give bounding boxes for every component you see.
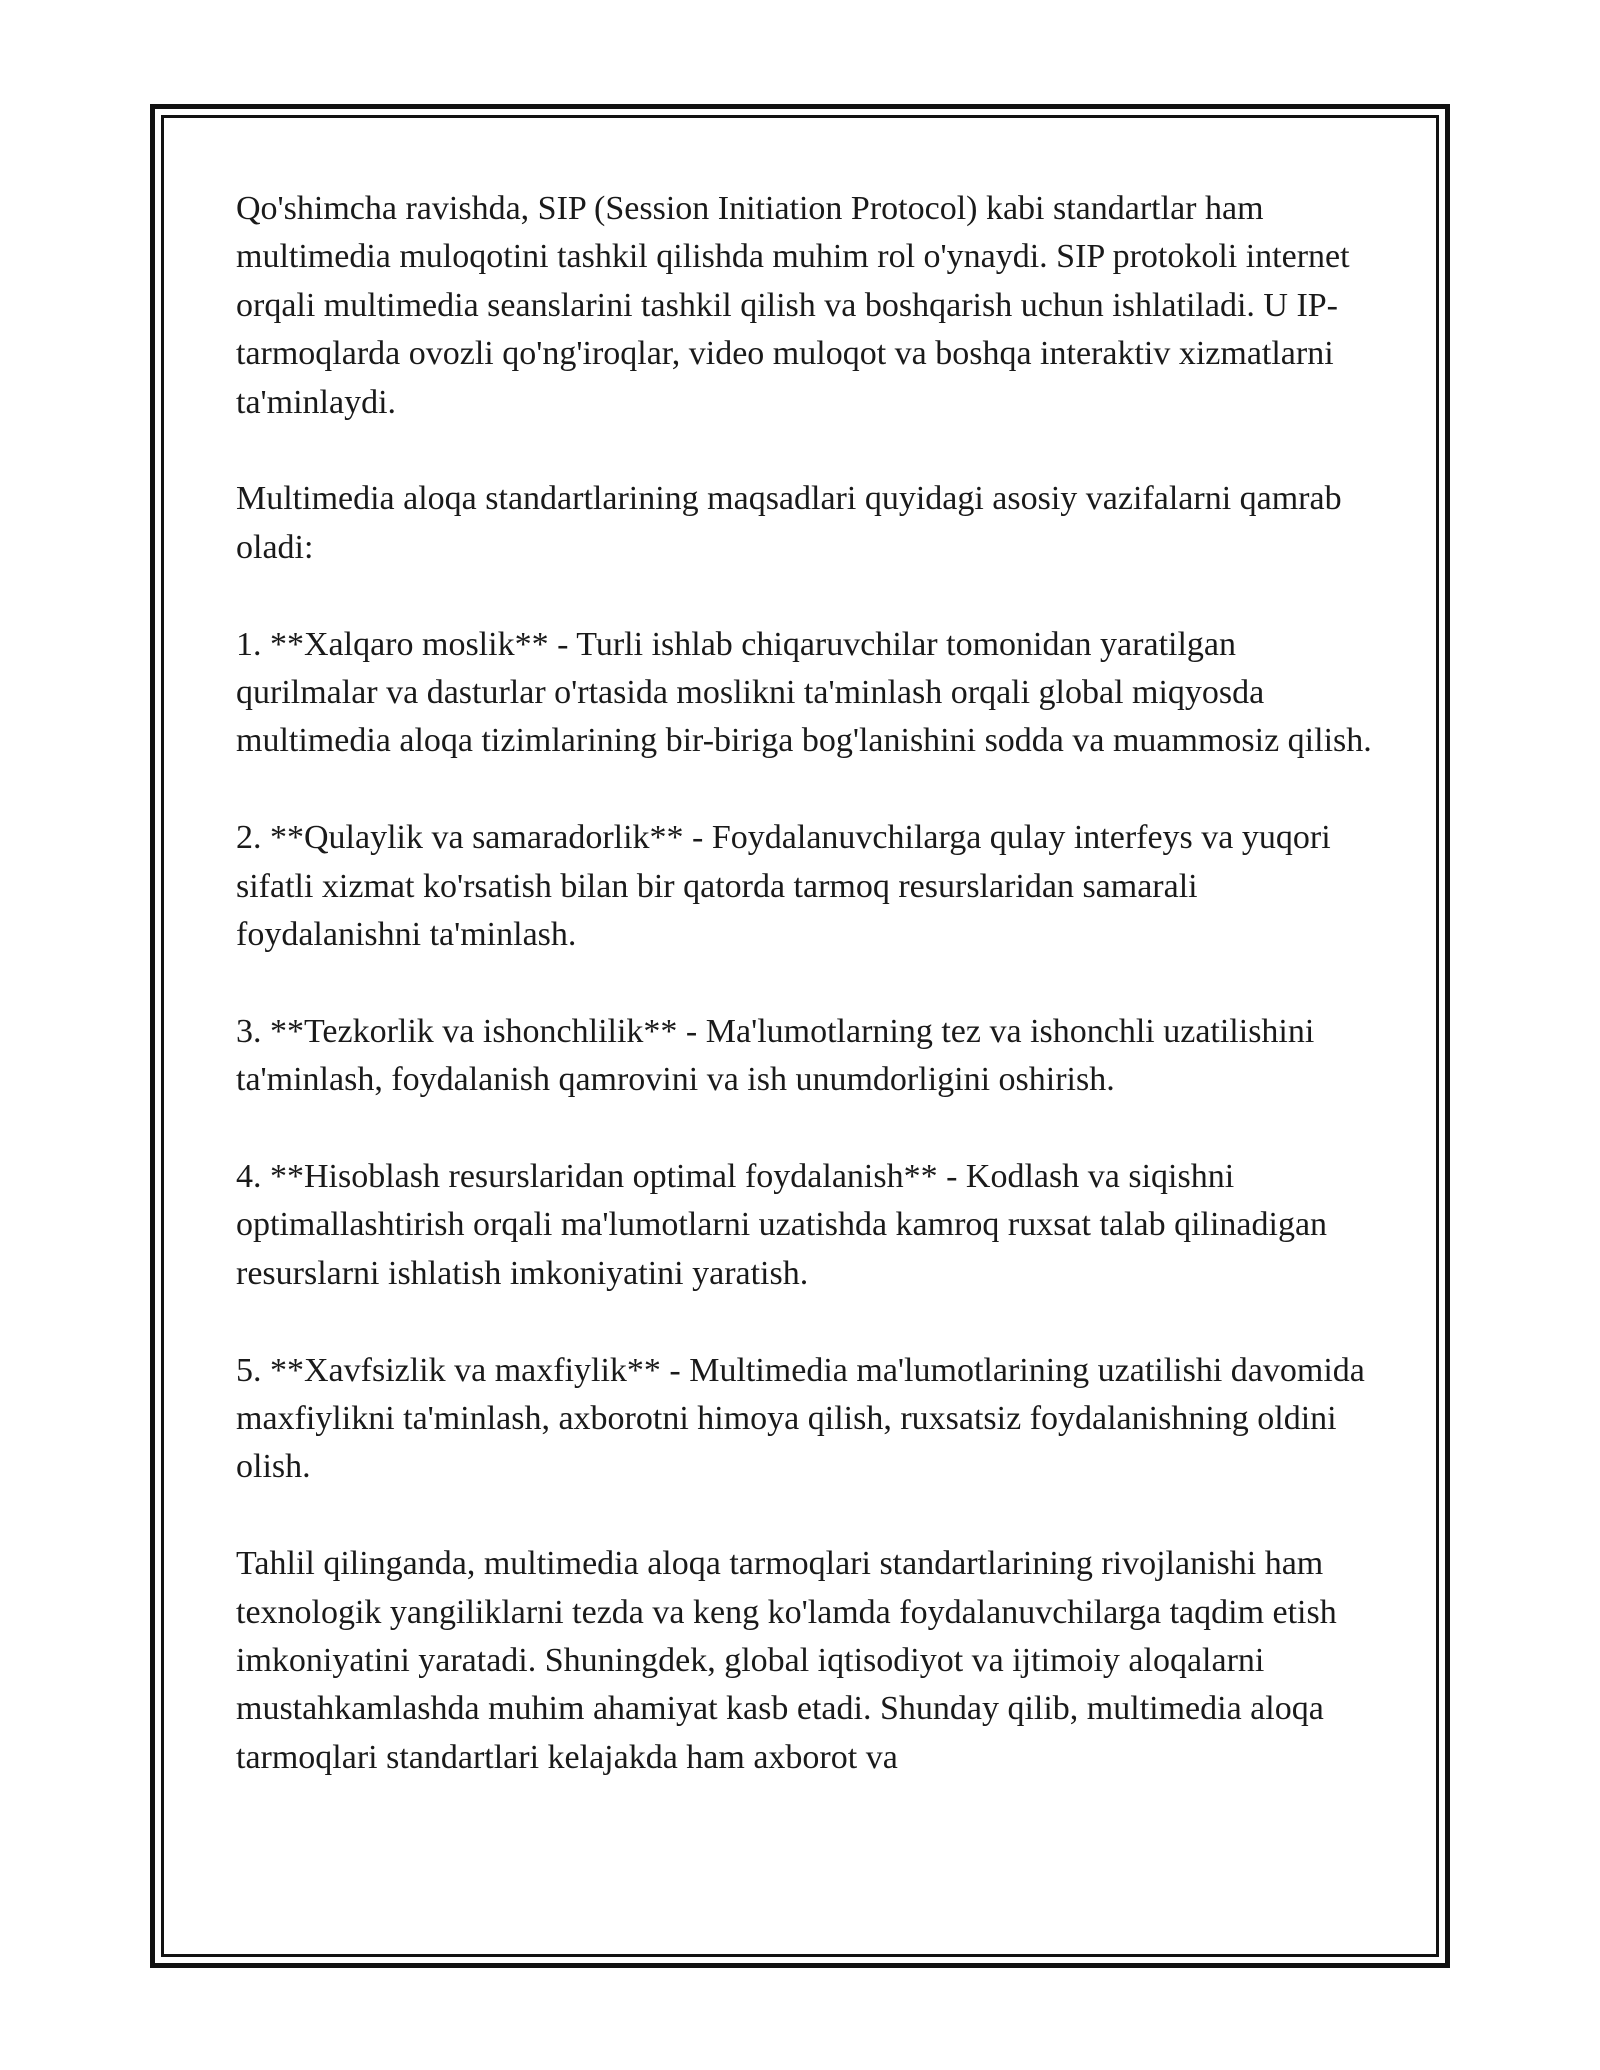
list-item-optimal-resources: 4. **Hisoblash resurslaridan optimal foydalanish** - Kodlash va siqishni optimallashtirish orqali ma'lumotlarni uzatishda kamroq ruxsat talab qilinadigan resurslarni ishlatish imkoniyatini yaratish. — [236, 1158, 1328, 1292]
list-item-convenience-efficiency: 2. **Qulaylik va samaradorlik** - Foydalanuvchilarga qulay interfeys va yuqori sifatli xizmat ko'rsatish bilan bir qatorda tarmoq resurslaridan samarali foydalanishni ta'minlash. — [236, 819, 1331, 954]
list-item-speed-reliability: 3. **Tezkorlik va ishonchlilik** - Ma'lumotlarning tez va ishonchli uzatilishini ta'minlash, foydalanish qamrovini va ish unumdorligini oshirish. — [236, 1012, 1315, 1099]
document-body — [236, 185, 1376, 1782]
list-item-security-privacy: 5. **Xavfsizlik va maxfiylik** - Multimedia ma'lumotlarining uzatilishi davomida maxfiylikni ta'minlash, axborotni himoya qilish, ruxsatsiz foydalanishning oldini olish. — [236, 1351, 1365, 1486]
paragraph-conclusion: Tahlil qilinganda, multimedia aloqa tarmoqlari standartlarining rivojlanishi ham texnologik yangiliklarni tezda va keng ko'lamda foydalanuvchilarga taqdim etish imkoniyatini yaratadi. Shuningdek, global iqtisodiyot va ijtimoiy aloqalarni mustahkamlashda muhim ahamiyat kasb etadi. Shunday qilib, multimedia aloqa tarmoqlari standartlari kelajakda ham axborot va — [236, 1545, 1337, 1776]
list-item-international-compatibility: 1. **Xalqaro moslik** - Turli ishlab chiqaruvchilar tomonidan yaratilgan qurilmalar va dasturlar o'rtasida moslikni ta'minlash orqali global miqyosda multimedia aloqa tizimlarining bir-biriga bog'lanishini sodda va muammosiz qilish. — [236, 625, 1372, 760]
paragraph-sip-standards: Qo'shimcha ravishda, SIP (Session Initiation Protocol) kabi standartlar ham multimedia muloqotini tashkil qilishda muhim rol o'ynaydi. SIP protokoli internet orqali multimedia seanslarini tashkil qilish va boshqarish uchun ishlatiladi. U IP-tarmoqlarda ovozli qo'ng'iroqlar, video muloqot va boshqa interaktiv xizmatlarni ta'minlaydi. — [236, 190, 1350, 421]
paragraph-goals-intro: Multimedia aloqa standartlarining maqsadlari quyidagi asosiy vazifalarni qamrab oladi: — [236, 480, 1342, 566]
